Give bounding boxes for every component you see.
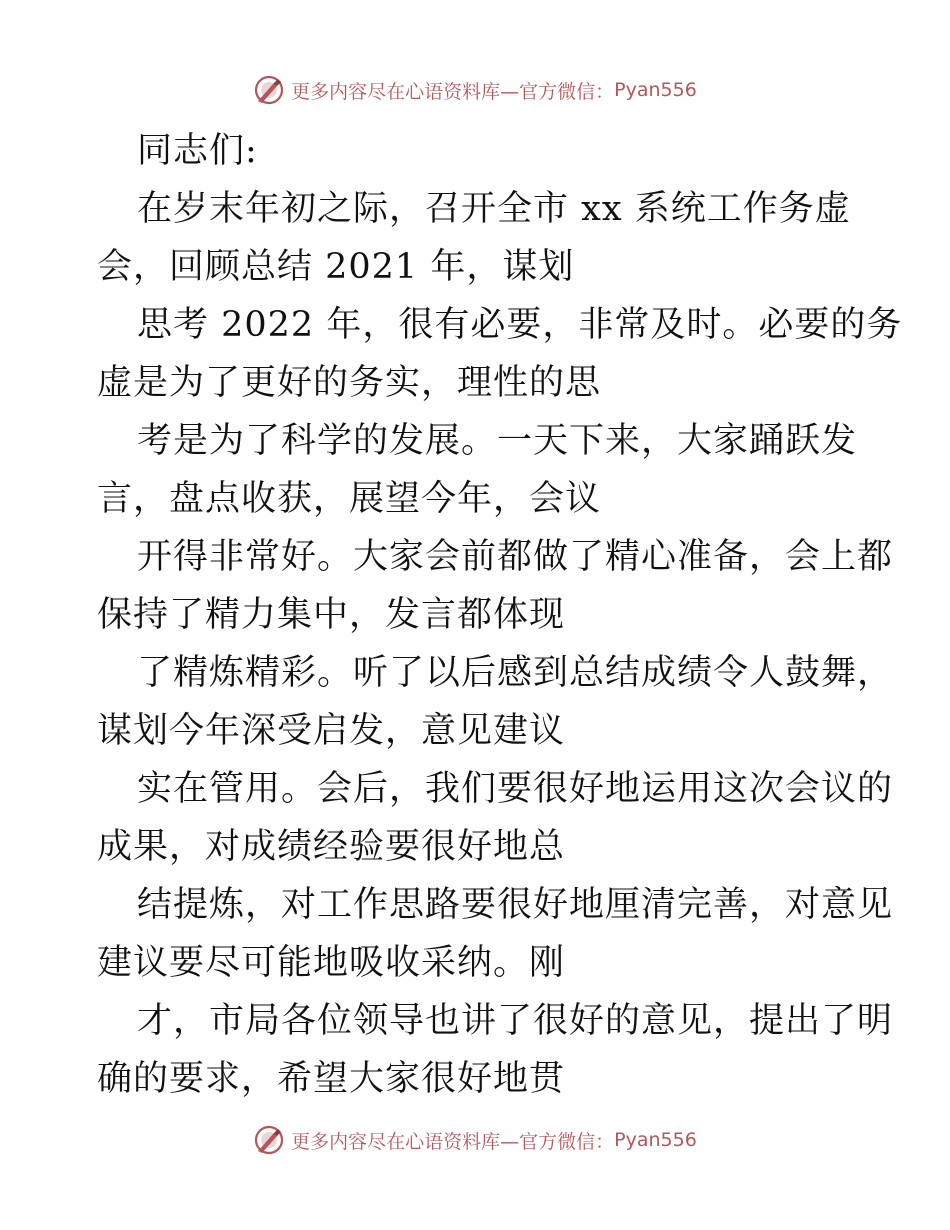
text-line: 在岁末年初之际，召开全市 xx 系统工作务虚 [137,189,851,229]
text-line: 成果，对成绩经验要很好地总 [97,827,566,867]
footer-watermark [0,1120,950,1160]
text-line: 了精炼精彩。听了以后感到总结成绩令人鼓舞， [137,653,894,693]
text-line: 建议要尽可能地吸收采纳。刚 [97,943,566,983]
text-line: 会，回顾总结 2021 年，谋划 [97,247,575,287]
text-line: 确的要求，希望大家很好地贯 [97,1059,566,1099]
watermark-id: Pyan556 [614,1129,697,1151]
text-line: 实在管用。会后，我们要很好地运用这次会议的 [137,769,894,809]
document-body [97,122,903,1108]
pen-logo-icon [253,74,285,106]
header-watermark [0,70,950,110]
watermark-text: 更多内容尽在心语资料库—官方微信： [291,80,615,103]
pen-logo-icon [253,1124,285,1156]
text-line: 同志们: [137,131,258,171]
text-line: 保持了精力集中，发言都体现 [97,595,566,635]
text-line: 思考 2022 年，很有必要，非常及时。必要的务 [137,305,903,345]
text-line: 虚是为了更好的务实，理性的思 [97,363,602,403]
text-line: 结提炼，对工作思路要很好地厘清完善，对意见 [137,885,894,925]
watermark-text: 更多内容尽在心语资料库—官方微信： [291,1130,615,1153]
text-line: 谋划今年深受启发，意见建议 [97,711,566,751]
text-line: 言，盘点收获，展望今年，会议 [97,479,602,519]
text-line: 才，市局各位领导也讲了很好的意见，提出了明 [137,1001,894,1041]
text-line: 开得非常好。大家会前都做了精心准备，会上都 [137,537,894,577]
text-line: 考是为了科学的发展。一天下来，大家踊跃发 [137,421,858,461]
watermark-id: Pyan556 [614,79,697,101]
